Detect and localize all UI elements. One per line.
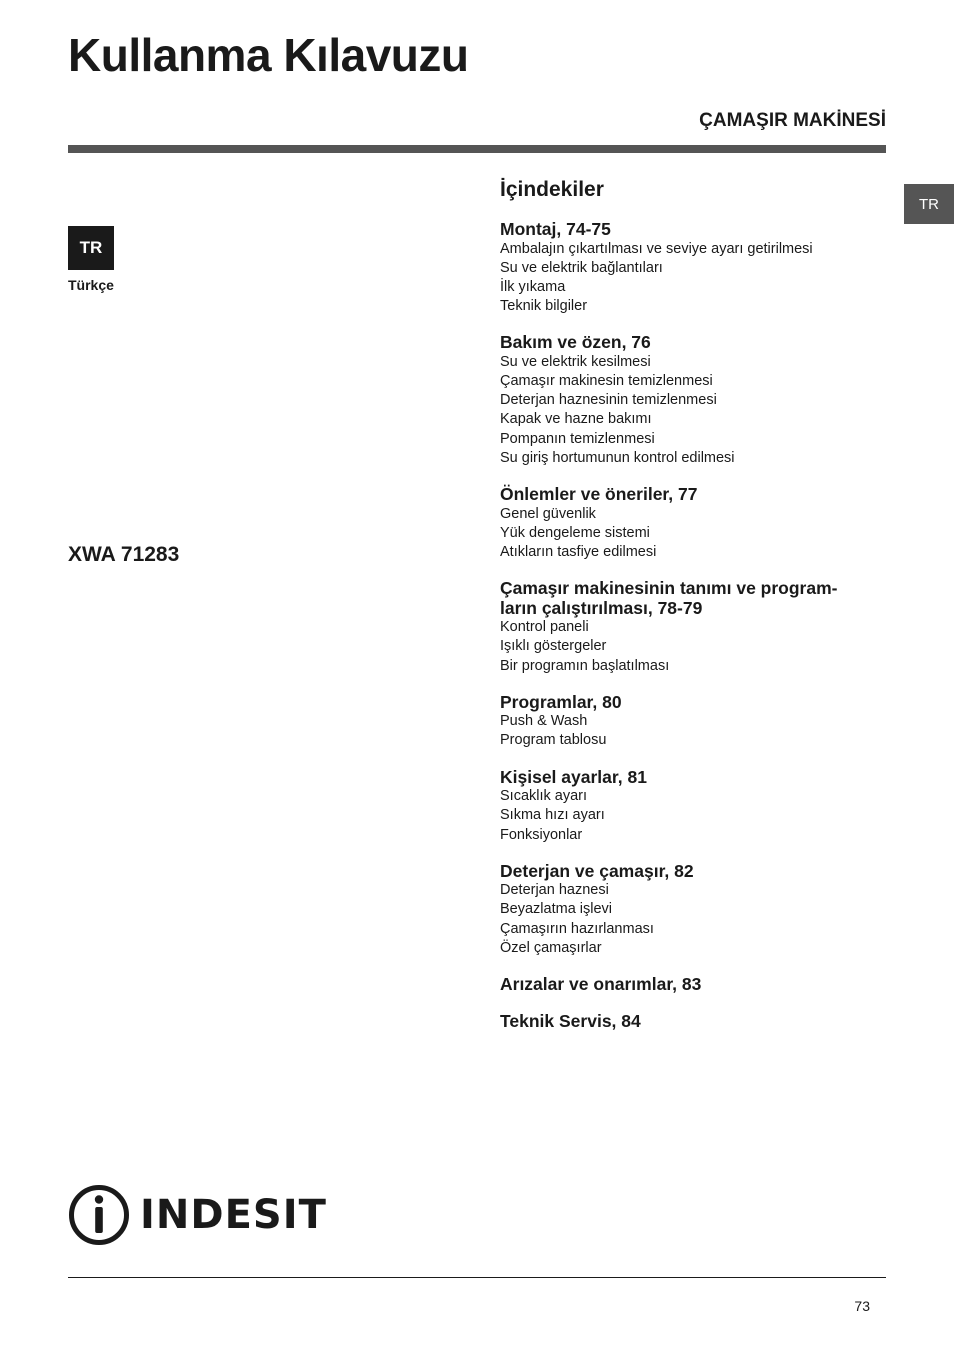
language-name: Türkçe [68,277,114,293]
header-divider [68,145,886,153]
toc-section-title: Önlemler ve öneriler, 77 [500,484,698,505]
toc-section-kisisel [500,768,890,845]
page-number: 73 [854,1298,870,1314]
toc-heading: İçindekiler [500,178,604,201]
toc-section-title: Teknik Servis, 84 [500,1010,641,1031]
toc-section-title: Kişisel ayarlar, 81 [500,766,647,787]
toc-item: Su ve elektrik bağlantıları [500,259,663,276]
toc-item: Kapak ve hazne bakımı [500,411,652,428]
toc-section-montaj [500,220,890,316]
product-type-label: ÇAMAŞIR MAKİNESİ [699,110,886,131]
toc-section-title: Programlar, 80 [500,691,622,712]
toc-item: Kontrol paneli [500,619,589,636]
toc-item: Beyazlatma işlevi [500,901,613,918]
toc-item: Pompanın temizlenmesi [500,430,655,447]
toc-item: Deterjan haznesinin temizlenmesi [500,392,717,409]
toc-section-title: Bakım ve özen, 76 [500,332,651,353]
table-of-contents [500,178,890,1048]
toc-item: Fonksiyonlar [500,826,583,843]
indesit-logo [68,1184,327,1246]
toc-section-teknik-servis [500,1012,890,1032]
model-number: XWA 71283 [68,543,180,566]
toc-section-title: Montaj, 74-75 [500,219,611,239]
toc-item: Atıkların tasfiye edilmesi [500,543,657,560]
toc-item: Genel güvenlik [500,505,596,522]
page-title: Kullanma Kılavuzu [68,29,469,81]
toc-item: Ambalajın çıkartılması ve seviye ayarı getirilmesi [500,240,813,257]
toc-section-bakim [500,333,890,468]
toc-item: Su giriş hortumunun kontrol edilmesi [500,449,735,466]
toc-item: İlk yıkama [500,278,566,295]
toc-item: Çamaşırın hazırlanması [500,920,654,937]
language-side-tab: TR [904,184,954,224]
toc-section-title: Arızalar ve onarımlar, 83 [500,974,702,995]
toc-section-tanim [500,579,890,676]
toc-item: Çamaşır makinesin temizlenmesi [500,373,713,390]
toc-item: Özel çamaşırlar [500,939,602,956]
toc-item: Su ve elektrik kesilmesi [500,353,651,370]
toc-section-title: Deterjan ve çamaşır, 82 [500,860,694,881]
toc-item: Sıcaklık ayarı [500,788,588,805]
toc-section-onlemler [500,485,890,562]
toc-item: Bir programın başlatılması [500,657,670,674]
toc-item: Teknik bilgiler [500,298,588,315]
toc-item: Program tablosu [500,732,607,749]
toc-section-programlar [500,693,890,751]
toc-item: Işıklı göstergeler [500,638,607,655]
footer-divider [68,1277,886,1278]
toc-section-deterjan [500,862,890,958]
toc-section-title-line-1: Çamaşır makinesinin tanımı ve program- [500,578,838,599]
language-badge: TR [68,226,114,270]
indesit-i-icon [68,1184,130,1246]
toc-item: Push & Wash [500,713,588,730]
logo-wordmark: INDESIT [140,1192,327,1238]
toc-section-title-line-2: ların çalıştırılması, 78-79 [500,597,703,618]
toc-section-arizalar [500,975,890,995]
toc-item: Sıkma hızı ayarı [500,807,605,824]
toc-item: Yük dengeleme sistemi [500,524,650,541]
toc-item: Deterjan haznesi [500,882,609,899]
